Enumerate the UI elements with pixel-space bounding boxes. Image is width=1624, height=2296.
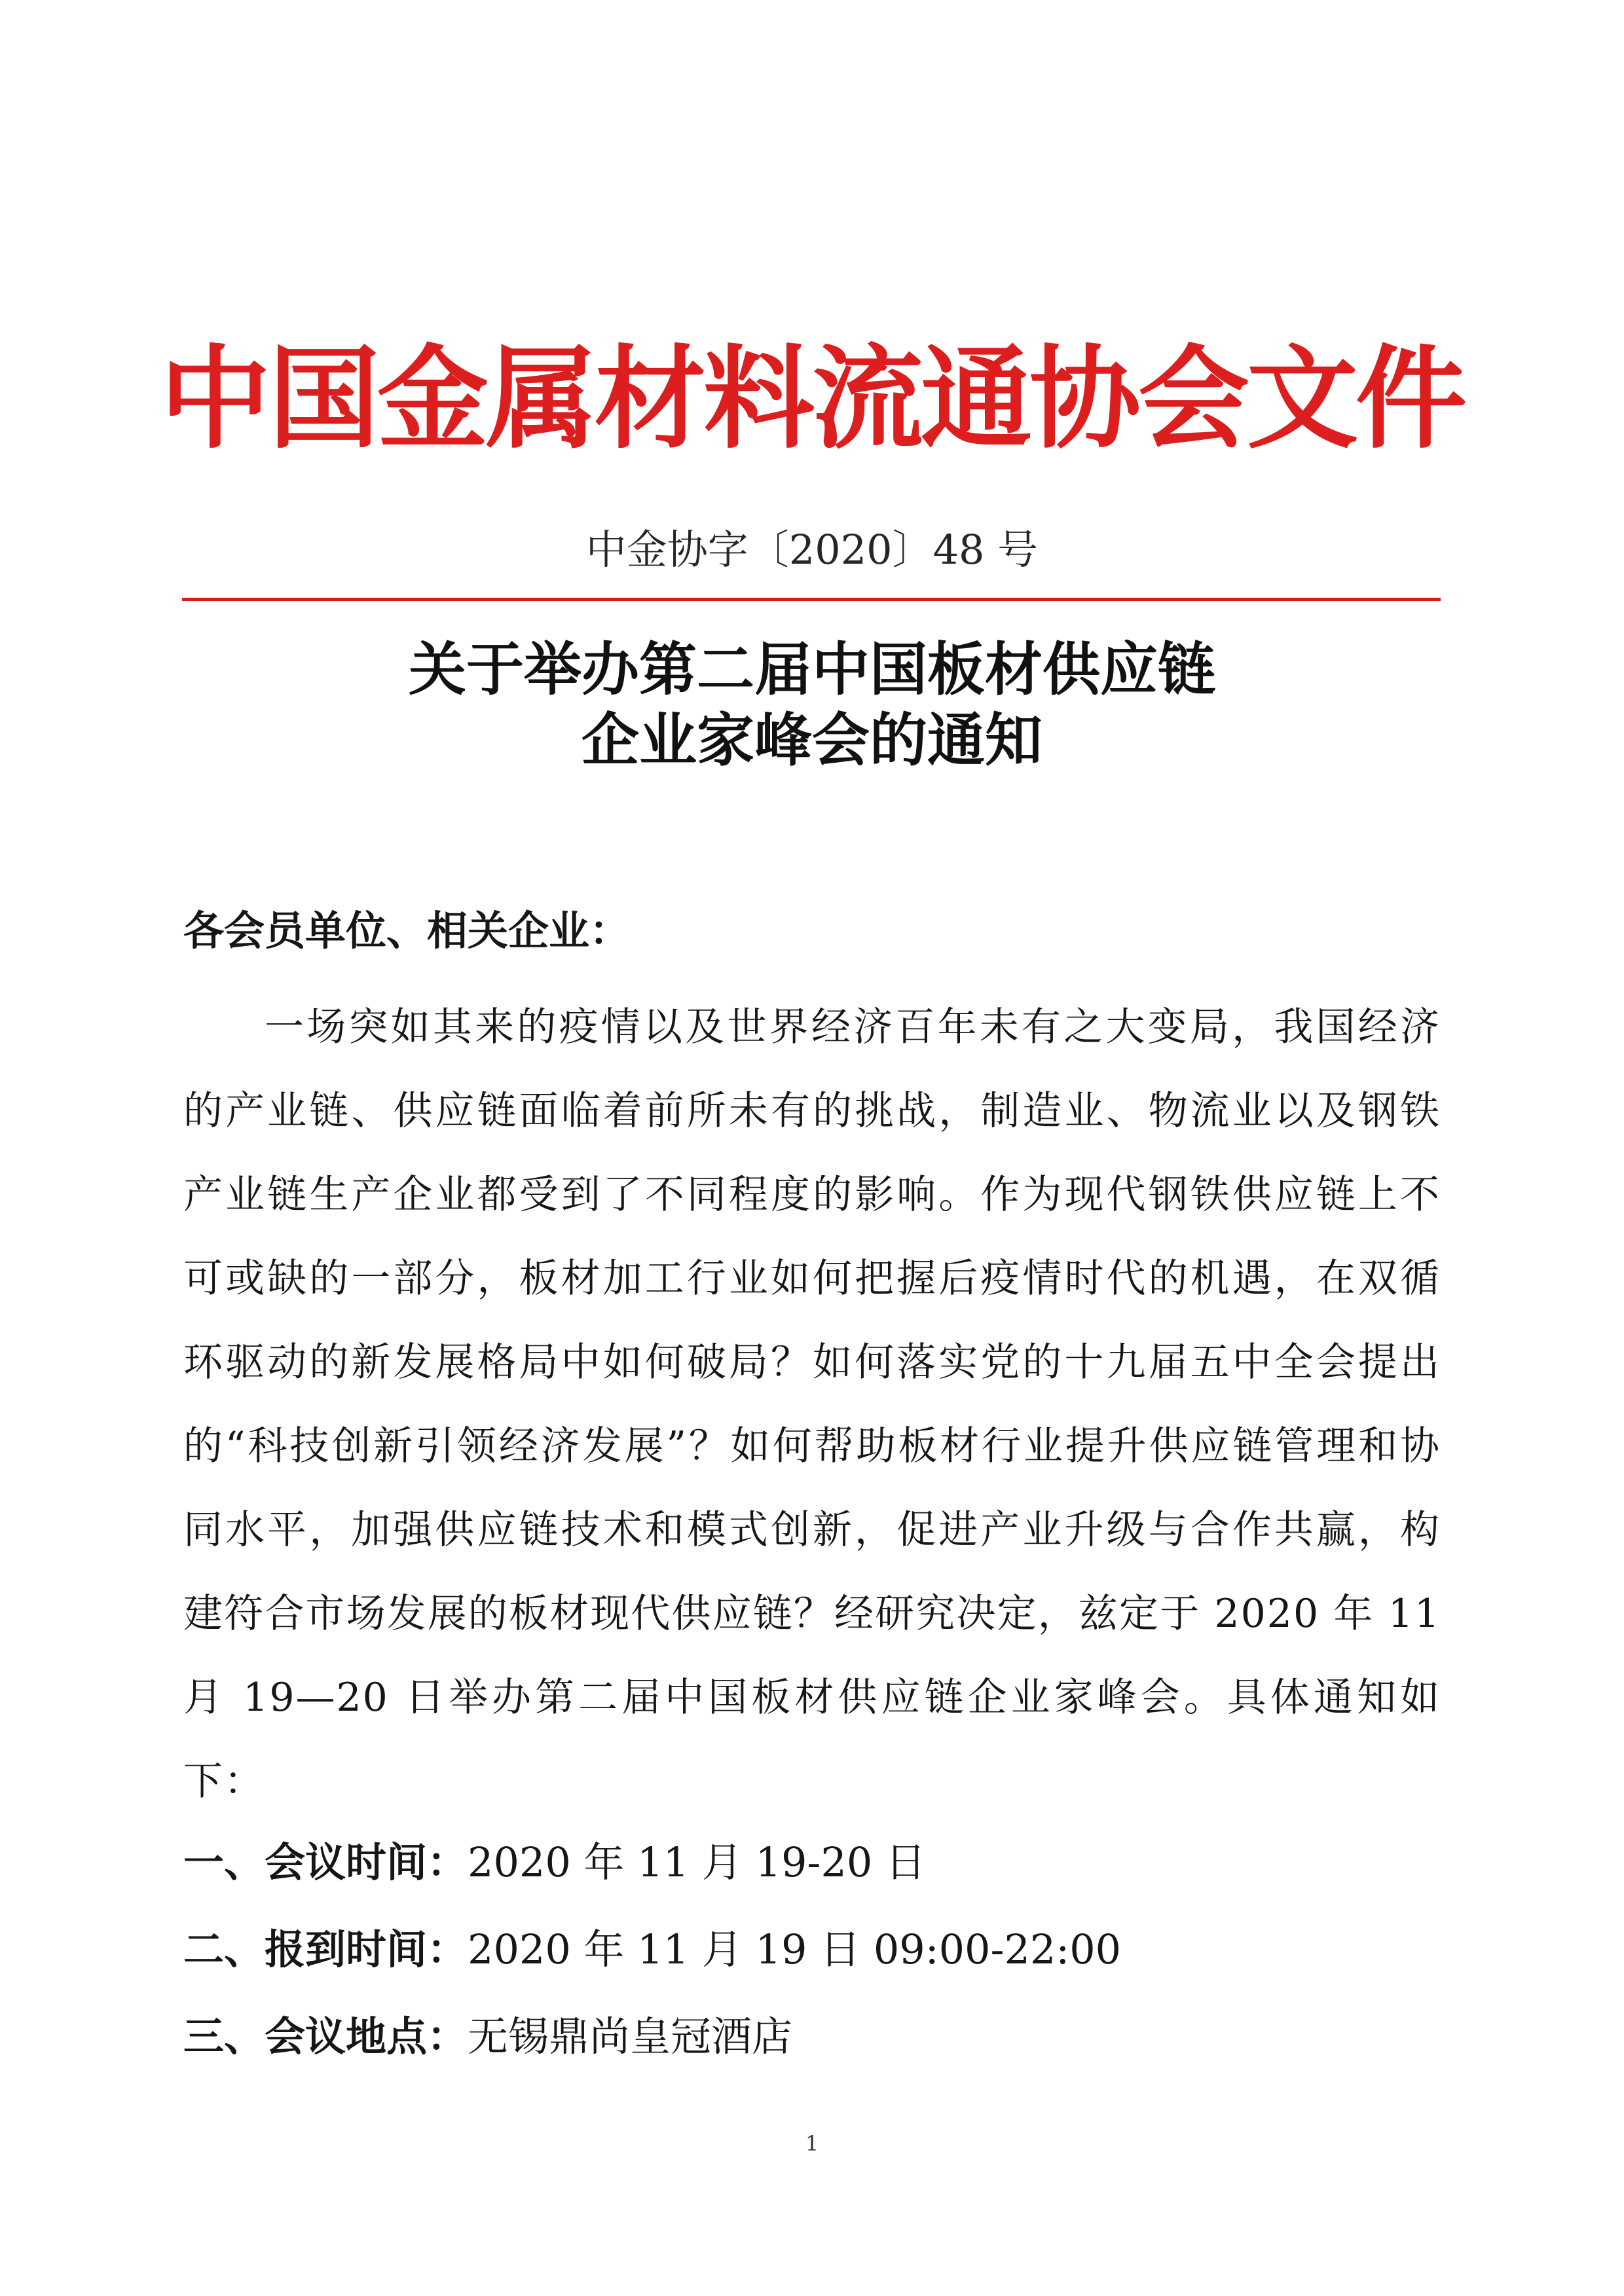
body-paragraph: 一场突如其来的疫情以及世界经济百年未有之大变局，我国经济的产业链、供应链面临着前所未有的挑战，制造业、物流业以及钢铁产业链生产企业都受到了不同程度的影响。作为现代钢铁供应链上不可或缺的一部分，板材加工行业如何把握后疫情时代的机遇，在双循环驱动的新发展格局中如何破局？如何落实党的十九届五中全会提出的“科技创新引领经济发展”？如何帮助板材行业提升供应链管理和协同水平，加强供应链技术和模式创新，促进产业升级与合作共赢，构建符合市场发展的板材现代供应链？经研究决定，兹定于 2020 年 11 月 19—20 日举办第二届中国板材供应链企业家峰会。具体通知如下： xyxy=(183,1004,1441,1804)
salutation: 各会员单位、相关企业： xyxy=(183,907,631,955)
page-number: 1 xyxy=(805,2131,819,2156)
red-divider-line xyxy=(182,598,1441,601)
notice-title xyxy=(196,634,1428,775)
item-checkin-time xyxy=(183,1917,1121,1982)
document-number: 中金协字〔2020〕48 号 xyxy=(585,526,1039,574)
notice-title-line-1: 关于举办第二届中国板材供应链 xyxy=(408,635,1215,703)
item-meeting-venue xyxy=(183,2004,792,2069)
item-value: 2020 年 11 月 19 日 09:00-22:00 xyxy=(468,1925,1122,1973)
notice-title-line-2: 企业家峰会的通知 xyxy=(581,706,1043,774)
item-label: 一、会议时间： xyxy=(183,1838,468,1886)
item-label: 二、报到时间： xyxy=(183,1925,468,1973)
item-value: 2020 年 11 月 19-20 日 xyxy=(468,1838,926,1886)
item-label: 三、会议地点： xyxy=(183,2013,468,2060)
masthead-title: 中国金属材料流通协会文件 xyxy=(159,335,1464,464)
item-meeting-time xyxy=(183,1830,926,1895)
item-value: 无锡鼎尚皇冠酒店 xyxy=(468,2013,793,2060)
